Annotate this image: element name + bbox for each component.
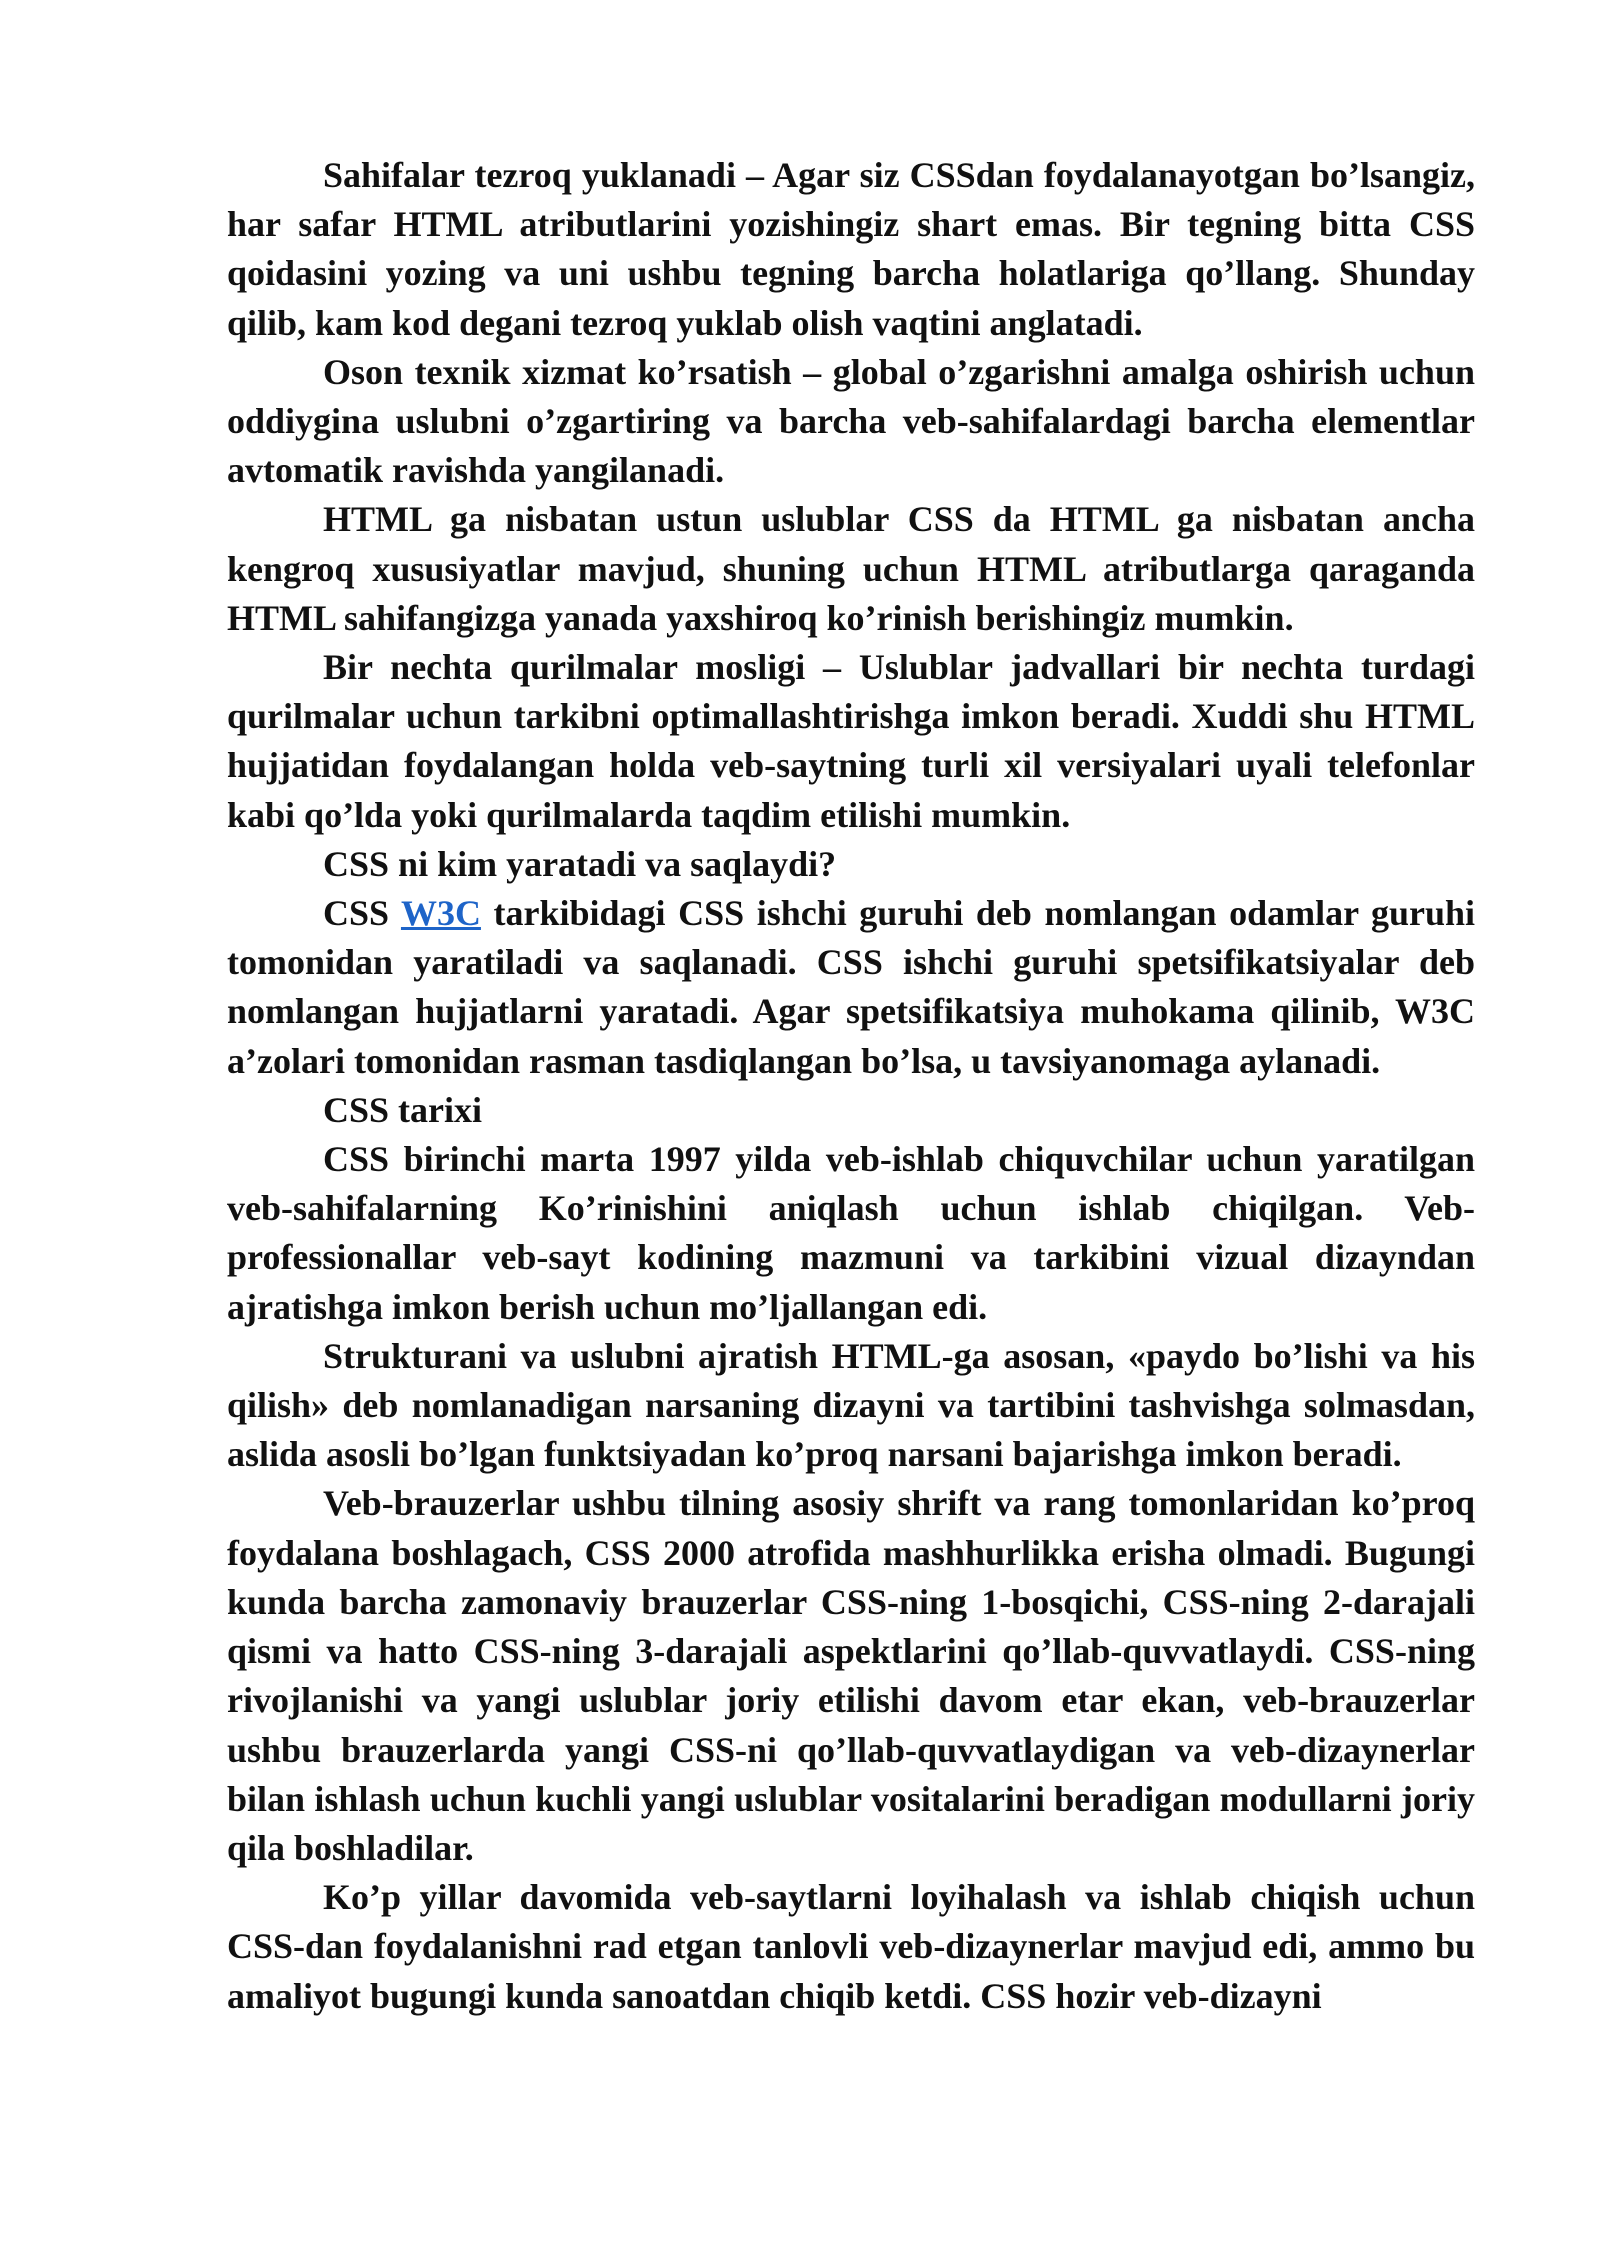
w3c-link[interactable]: W3C (400, 893, 481, 934)
paragraph-css-working-group (227, 889, 1475, 1086)
document-body (227, 151, 1475, 2021)
paragraph-browser-adoption: Veb-brauzerlar ushbu tilning asosiy shrift va rang tomonlaridan ko’proq foydalana boshlagach, CSS 2000 atrofida mashhurlikka erisha olmadi. Bugungi kunda barcha zamonaviy brauzerlar CSS-ning 1-bosqichi, CSS-ning 2-darajali qismi va hatto CSS-ning 3-darajali aspektlarini qo’llab-quvvatlaydi. CSS-ning rivojlanishi va yangi uslublar joriy etilishi davom etar ekan, veb-brauzerlar ushbu brauzerlarda yangi CSS-ni qo’llab-quvvatlaydigan va veb-dizaynerlar bilan ishlash uchun kuchli yangi uslublar vositalarini beradigan modullarni joriy qila boshladilar. (227, 1483, 1475, 1868)
paragraph-designer-adoption: Ko’p yillar davomida veb-saytlarni loyihalash va ishlab chiqish uchun CSS-dan foydalanishni rad etgan tanlovli veb-dizaynerlar mavjud edi, ammo bu amaliyot bugungi kunda sanoatdan chiqib ketdi. CSS hozir veb-dizayni (227, 1877, 1475, 2016)
paragraph-css-origin: CSS birinchi marta 1997 yilda veb-ishlab chiquvchilar uchun yaratilgan veb-sahifalarning Ko’rinishini aniqlash uchun ishlab chiqilgan. Veb-professionallar veb-sayt kodining mazmuni va tarkibini vizual dizayndan ajratishga imkon berish uchun mo’ljallangan edi. (227, 1139, 1475, 1327)
paragraph-fast-loading: Sahifalar tezroq yuklanadi – Agar siz CSSdan foydalanayotgan bo’lsangiz, har safar HTML atributlarini yozishingiz shart emas. Bir tegning bitta CSS qoidasini yozing va uni ushbu tegning barcha holatlariga qo’llang. Shunday qilib, kam kod degani tezroq yuklab olish vaqtini anglatadi. (227, 155, 1475, 343)
paragraph-text-after-link: tarkibidagi CSS ishchi guruhi deb nomlangan odamlar guruhi tomonidan yaratiladi va saqlanadi. CSS ishchi guruhi spetsifikatsiyalar deb nomlangan hujjatlarni yaratadi. Agar spetsifikatsiya muhokama qilinib, W3C a’zolari tomonidan rasman tasdiqlangan bo’lsa, u tavsiyanomaga aylanadi. (227, 893, 1476, 1081)
paragraph-superior-styles: HTML ga nisbatan ustun uslublar CSS da HTML ga nisbatan ancha kengroq xususiyatlar mavjud, shuning uchun HTML atributlarga qaraganda HTML sahifangizga yanada yaxshiroq ko’rinish berishingiz mumkin. (227, 499, 1475, 638)
paragraph-text-before-link: CSS (323, 893, 401, 934)
heading-who-creates-css: CSS ni kim yaratadi va saqlaydi? (323, 843, 837, 884)
heading-css-history: CSS tarixi (323, 1089, 483, 1130)
paragraph-device-compatibility: Bir nechta qurilmalar mosligi – Uslublar jadvallari bir nechta turdagi qurilmalar uchun tarkibni optimallashtirishga imkon beradi. Xuddi shu HTML hujjatidan foydalangan holda veb-saytning turli xil versiyalari uyali telefonlar kabi qo’lda yoki qurilmalarda taqdim etilishi mumkin. (227, 647, 1475, 835)
paragraph-structure-separation: Strukturani va uslubni ajratish HTML-ga asosan, «paydo bo’lishi va his qilish» deb nomlanadigan narsaning dizayni va tartibini tashvishga solmasdan, aslida asosli bo’lgan funktsiyadan ko’proq narsani bajarishga imkon beradi. (227, 1335, 1475, 1475)
paragraph-easy-maintenance: Oson texnik xizmat ko’rsatish – global o’zgarishni amalga oshirish uchun oddiygina uslubni o’zgartiring va barcha veb-sahifalardagi barcha elementlar avtomatik ravishda yangilanadi. (227, 351, 1475, 491)
